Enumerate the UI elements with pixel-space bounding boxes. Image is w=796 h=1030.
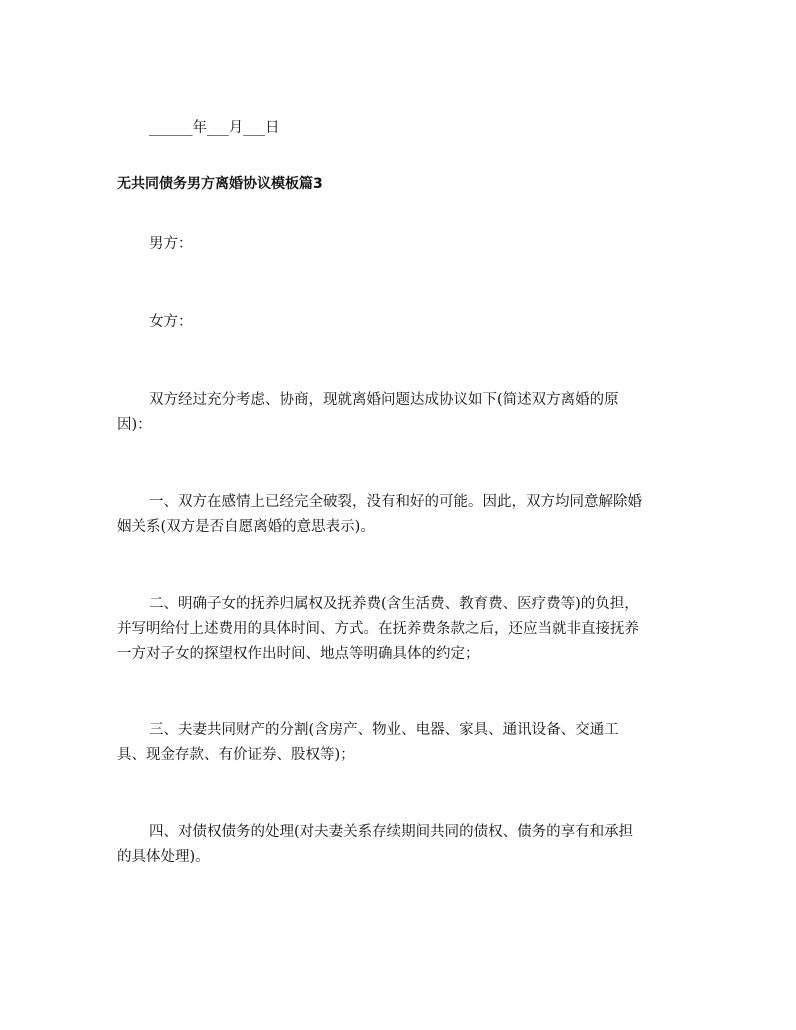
husband-label: 男方： bbox=[149, 236, 193, 252]
clause-4-line-2: 的具体处理)。 bbox=[117, 849, 210, 865]
document-title: 无共同债务男方离婚协议模板篇3 bbox=[117, 176, 323, 192]
clause-2-line-1: 二、明确子女的抚养归属权及抚养费(含生活费、教育费、医疗费等)的负担， bbox=[149, 596, 639, 612]
clause-1-line-2: 姻关系(双方是否自愿离婚的意思表示)。 bbox=[117, 519, 375, 535]
intro-line-1: 双方经过充分考虑、协商，现就离婚问题达成协议如下(简述双方离婚的原 bbox=[149, 392, 619, 408]
clause-2-line-3: 一方对子女的探望权作出时间、地点等明确具体的约定； bbox=[117, 646, 480, 662]
date-line: ______年___月___日 bbox=[149, 120, 280, 136]
clause-3-line-2: 具、现金存款、有价证券、股权等)； bbox=[117, 747, 355, 763]
clause-1-line-1: 一、双方在感情上已经完全破裂，没有和好的可能。因此，双方均同意解除婚 bbox=[149, 494, 642, 510]
wife-label: 女方： bbox=[149, 314, 193, 330]
clause-4-line-1: 四、对债权债务的处理(对夫妻关系存续期间共同的债权、债务的享有和承担 bbox=[149, 824, 634, 840]
intro-line-2: 因)： bbox=[117, 417, 152, 433]
clause-3-line-1: 三、夫妻共同财产的分割(含房产、物业、电器、家具、通讯设备、交通工 bbox=[149, 722, 619, 738]
clause-2-line-2: 并写明给付上述费用的具体时间、方式。在抚养费条款之后，还应当就非直接抚养 bbox=[117, 621, 639, 637]
